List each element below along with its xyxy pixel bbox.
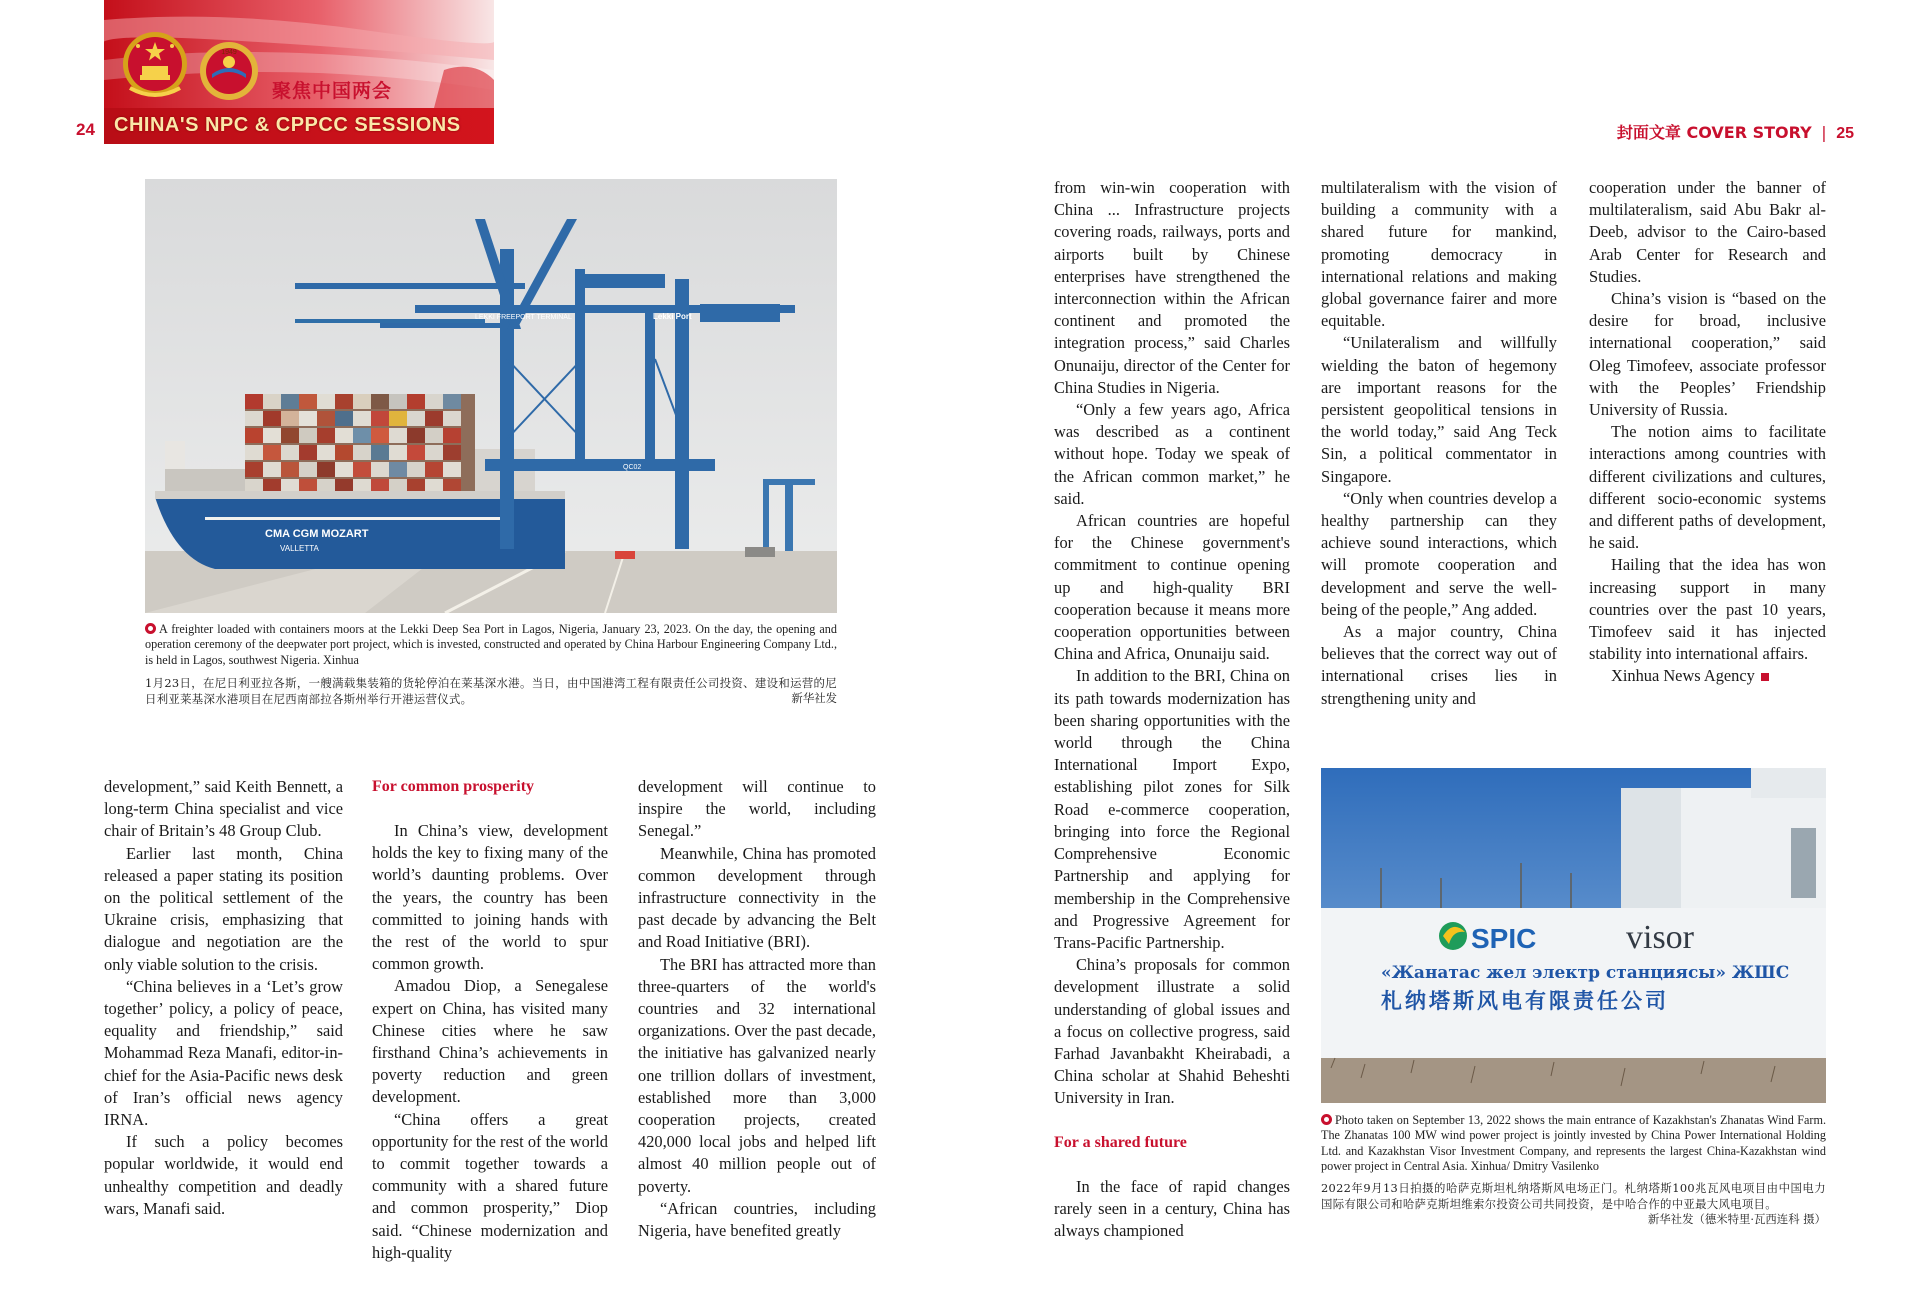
- right-column-3: [1589, 177, 1826, 688]
- section-label: 封面文章 COVER STORY | 25: [1616, 123, 1854, 142]
- byline: Xinhua News Agency: [1589, 665, 1826, 687]
- crane-sign-2: Lekki Port: [653, 312, 692, 321]
- sign-brand-visor: visor: [1626, 919, 1694, 956]
- wind-caption-cn-credit: 新华社发（德米特里·瓦西连科 摄）: [1647, 1212, 1826, 1227]
- right-page-number: 25: [1836, 125, 1854, 142]
- left-col2-para-1: In China’s view, development holds the key to fixing many of the world’s daunting problems. Over the years, the country has been committed to joining hands with the rest of the world to spur common growth.: [372, 821, 608, 974]
- left-col2-para-3: “China offers a great opportunity for the rest of the world to commit together towards a community with a shared future and common prosperity,” Diop said. “Chinese modernization and high-quality: [372, 1109, 608, 1262]
- right-col1-para-4: In addition to the BRI, China on its path towards modernization has been sharing opportunities with the world through the China International Import Expo, establishing pilot zones for Silk Road e-commerce cooperation, bringing into force the Regional Comprehensive Economic Partnership and applying for membership in the Comprehensive and Progressive Agreement for Trans-Pacific Partnership.: [1054, 666, 1290, 952]
- crane-sign-1: LEKKI FREEPORT TERMINAL: [475, 314, 572, 321]
- right-col1-para-2: “Only a few years ago, Africa was described as a continent without hope. Today we speak of the African common market,” he said.: [1054, 400, 1290, 508]
- wind-farm-photo-caption: [1321, 1113, 1826, 1227]
- right-col2-para-3: “Only when countries develop a healthy partnership can they achieve sound interactions, which will promote cooperation and development and serve the well-being of the people,” Ang added.: [1321, 488, 1557, 619]
- ship-port: VALLETTA: [280, 544, 319, 553]
- ship-name: CMA CGM MOZART: [265, 528, 369, 540]
- wind-caption-cn: 2022年9月13日拍摄的哈萨克斯坦札纳塔斯风电场正门。札纳塔斯100兆瓦风电项目由中国电力国际有限公司和哈萨克斯坦维索尔投资公司共同投资，是中哈合作的中亚最大风电项目。: [1321, 1181, 1826, 1212]
- right-col1-para-3: African countries are hopeful for the Chinese government's commitment to continue opening up and high-quality BRI cooperation because it means more cooperation opportunities between China and Africa, Onunaiju said.: [1054, 511, 1290, 664]
- banner-title-cn: 聚焦中国两会: [272, 80, 393, 102]
- section-label-text: 封面文章 COVER STORY: [1616, 123, 1812, 142]
- national-emblem-icon: [120, 28, 190, 102]
- banner-title-en: CHINA'S NPC & CPPCC SESSIONS: [114, 114, 461, 136]
- end-mark-icon: [1761, 673, 1769, 681]
- right-column-1: [1054, 177, 1290, 1242]
- right-column-2: [1321, 177, 1557, 710]
- right-col1-para-1: from win-win cooperation with China ... Infrastructure projects covering roads, railways, ports and airports built by Chinese enterprises have strengthened the interconnection within the African continent and promoted the integration process,” said Charles Onunaiju, director of the Center for China Studies in Nigeria.: [1054, 178, 1290, 397]
- crane-code: QC02: [623, 464, 642, 471]
- port-caption-cn: 1月23日，在尼日利亚拉各斯，一艘满载集装箱的货轮停泊在莱基深水港。当日，由中国港湾工程有限责任公司投资、建设和运营的尼日利亚莱基深水港项目在尼西南部拉各斯州举行开港运营仪式。: [145, 675, 837, 706]
- left-col2-para-2: Amadou Diop, a Senegalese expert on China, has visited many Chinese cities where he saw firsthand China’s achievements in poverty reduction and green development.: [372, 976, 608, 1107]
- left-col1-para-3: “China believes in a ‘Let’s grow together’ policy, a policy of peace, equality and friendship,” said Mohammad Reza Manafi, editor-in-chief for the Asia-Pacific news desk of Iran’s official news agency IRNA.: [104, 976, 343, 1130]
- spic-logo-icon: [1439, 922, 1467, 950]
- sign-line-ru: «Жанатас жел электр станциясы» ЖШС: [1381, 963, 1790, 983]
- cppcc-emblem-icon: [198, 40, 260, 102]
- left-column-1: [104, 776, 343, 1220]
- sign-line-cn: 札纳塔斯风电有限责任公司: [1381, 989, 1669, 1013]
- left-col3-para-4: “African countries, including Nigeria, have benefited greatly: [638, 1198, 876, 1241]
- left-column-2: [372, 776, 608, 1264]
- left-col1-para-1: development,” said Keith Bennett, a long-term China specialist and vice chair of Britain’s 48 Group Club.: [104, 777, 343, 841]
- port-photo: [145, 179, 837, 613]
- left-column-3: [638, 776, 876, 1242]
- port-caption-cn-credit: 新华社发: [791, 690, 837, 705]
- right-col2-para-1: multilateralism with the vision of building a community with a shared future for mankind, promoting democracy in international relations and making global governance fairer and more equitable.: [1321, 178, 1557, 331]
- left-col1-para-2: Earlier last month, China released a paper stating its position on the political settlement of the Ukraine crisis, emphasizing that dialogue and negotiation are the only viable solution to the crisis.: [104, 843, 343, 974]
- right-col1-para-6: In the face of rapid changes rarely seen in a century, China has always championed: [1054, 1176, 1290, 1240]
- left-col3-para-2: Meanwhile, China has promoted common development through infrastructure connectivity in the past decade by advancing the Belt and Road Initiative (BRI).: [638, 843, 876, 952]
- left-page-number: 24: [76, 120, 95, 139]
- subheading-shared-future: For a shared future: [1054, 1133, 1187, 1151]
- sign-brand-spic: SPIC: [1471, 923, 1537, 954]
- right-col2-para-4: As a major country, China believes that the correct way out of international crises lies in strengthening unity and: [1321, 622, 1557, 708]
- right-col3-para-3: The notion aims to facilitate interactions among countries with different civilizations and cultures, different socio-economic systems and different paths of development, he said.: [1589, 422, 1826, 553]
- caption-bullet-icon: [145, 623, 156, 634]
- left-col3-para-1: development will continue to inspire the world, including Senegal.”: [638, 777, 876, 841]
- left-col1-para-4: If such a policy becomes popular worldwide, it would end unhealthy competition and deadly wars, Manafi said.: [104, 1132, 343, 1218]
- port-caption-en: A freighter loaded with containers moors at the Lekki Deep Sea Port in Lagos, Nigeria, January 23, 2023. On the day, the opening and operation ceremony of the deepwater port project, which is invested, constructed and operated by China Harbour Engineering Company Ltd., is held in Lagos, southwest Nigeria. Xinhua: [145, 622, 837, 667]
- subheading-common-prosperity: For common prosperity: [372, 778, 535, 795]
- port-photo-caption: [145, 622, 837, 706]
- right-col2-para-2: “Unilateralism and willfully wielding the baton of hegemony are important reasons for the persistent geopolitical tensions in the world today,” said Ang Teck Sin, a political commentator in Singapore.: [1321, 333, 1557, 486]
- caption-bullet-icon: [1321, 1114, 1332, 1125]
- right-col1-para-5: China’s proposals for common development illustrate a solid understanding of global issues and a focus on collective progress, said Farhad Javanbakht Kheirabadi, a China scholar at Shahid Beheshti University in Iran.: [1054, 955, 1290, 1108]
- right-col3-para-2: China’s vision is “based on the desire for broad, inclusive international cooperation,” said Oleg Timofeev, associate professor with the Peoples’ Friendship University of Russia.: [1589, 289, 1826, 420]
- right-col3-para-4: Hailing that the idea has won increasing support in many countries over the past 10 years, Timofeev said it has injected stability into international affairs.: [1589, 555, 1826, 664]
- right-col3-para-1: cooperation under the banner of multilateralism, said Abu Bakr al-Deeb, advisor to the Cairo-based Arab Center for Research and Studies.: [1589, 178, 1826, 286]
- wind-caption-en: Photo taken on September 13, 2022 shows the main entrance of Kazakhstan's Zhanatas Wind Farm. The Zhanatas 100 MW wind power project is jointly invested by China Power International Holding Ltd. and Kazakhstan Visor Investment Company, and represents the largest China-Kazakhstan wind power project in Central Asia. Xinhua/ Dmitry Vasilenko: [1321, 1113, 1826, 1173]
- svg-text:1949: 1949: [221, 49, 237, 56]
- wind-farm-photo: [1321, 768, 1826, 1103]
- left-col3-para-3: The BRI has attracted more than three-quarters of the world's countries and 32 international organizations. Over the past decade, the initiative has galvanized nearly one trillion dollars of investment, established more than 3,000 cooperation projects, created 420,000 local jobs and helped lift almost 40 million people out of poverty.: [638, 954, 876, 1196]
